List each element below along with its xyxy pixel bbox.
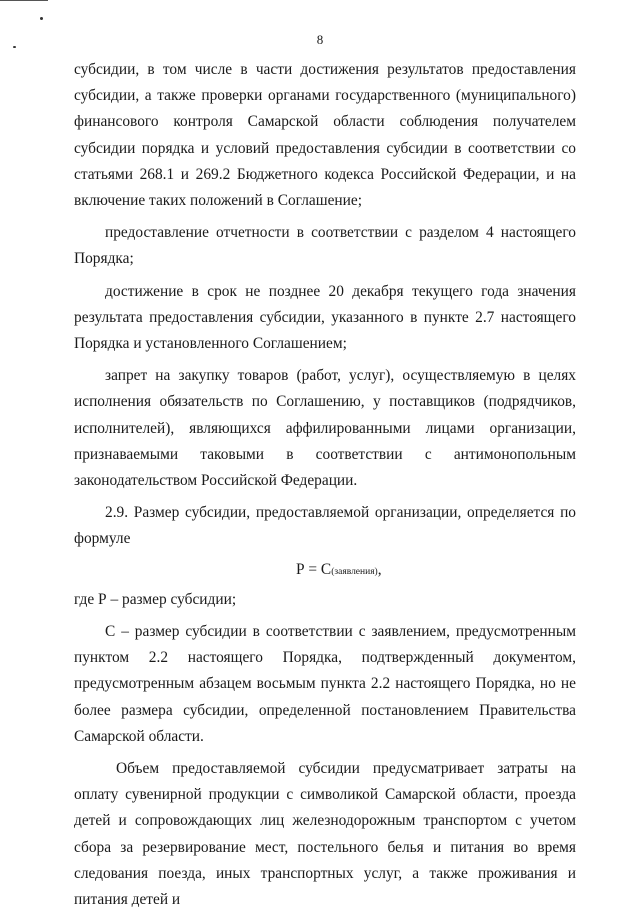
scan-edge-line xyxy=(0,0,48,1)
scan-speck xyxy=(40,17,43,20)
formula-main: Р = С xyxy=(296,560,332,578)
subsidy-formula xyxy=(74,557,576,585)
paragraph-continuation: субсидии, в том числе в части достижения результатов предоставления субсидии, а также проверки органами государственного (муниципального) финансового контроля Самарской области соблюдения получателем субсидии порядка и условий предоставления субсидии в соответствии со статьями 268.1 и 269.2 Бюджетного кодекса Российской Федерации, и на включение таких положений в Соглашение; xyxy=(74,61,576,210)
paragraph-c-definition: С – размер субсидии в соответствии с заявлением, предусмотренным пунктом 2.2 настоящего Порядка, подтвержденный документом, предусмотренным абзацем восьмым пункта 2.2 настоящего Порядка, но не более размера субсидии, определенной постановлением Правительства Самарской области. xyxy=(74,623,576,745)
paragraph-subsidy-size: 2.9. Размер субсидии, предоставляемой организации, определяется по формуле xyxy=(74,504,576,548)
paragraph-deadline: достижение в срок не позднее 20 декабря текущего года значения результата предоставления субсидии, указанного в пункте 2.7 настоящего Порядка и установленного Соглашением; xyxy=(74,282,576,353)
formula-subscript: (заявления) xyxy=(331,566,378,577)
page-number: 8 xyxy=(316,32,324,47)
formula-end: , xyxy=(377,560,382,578)
paragraph-reporting: предоставление отчетности в соответствии с разделом 4 настоящего Порядка; xyxy=(74,224,576,268)
paragraph-volume: Объем предоставляемой субсидии предусматривает затраты на оплату сувенирной продукции с символикой Самарской области, проезда детей и сопровождающих лиц железнодорожным транспортом с учетом сбора за резервирование мест, постельного белья и питания во время следования поезда, иных транспортных услуг, а также проживания и питания детей и xyxy=(74,760,576,909)
document-body xyxy=(74,57,576,913)
paragraph-where: где Р – размер субсидии; xyxy=(74,590,237,608)
paragraph-procurement-ban: запрет на закупку товаров (работ, услуг), осуществляемую в целях исполнения обязательств по Соглашению, у поставщиков (подрядчиков, исполнителей), являющихся аффилированными лицами организации, признаваемыми таковыми в соответствии с антимонопольным законодательством Российской Федерации. xyxy=(74,367,576,490)
